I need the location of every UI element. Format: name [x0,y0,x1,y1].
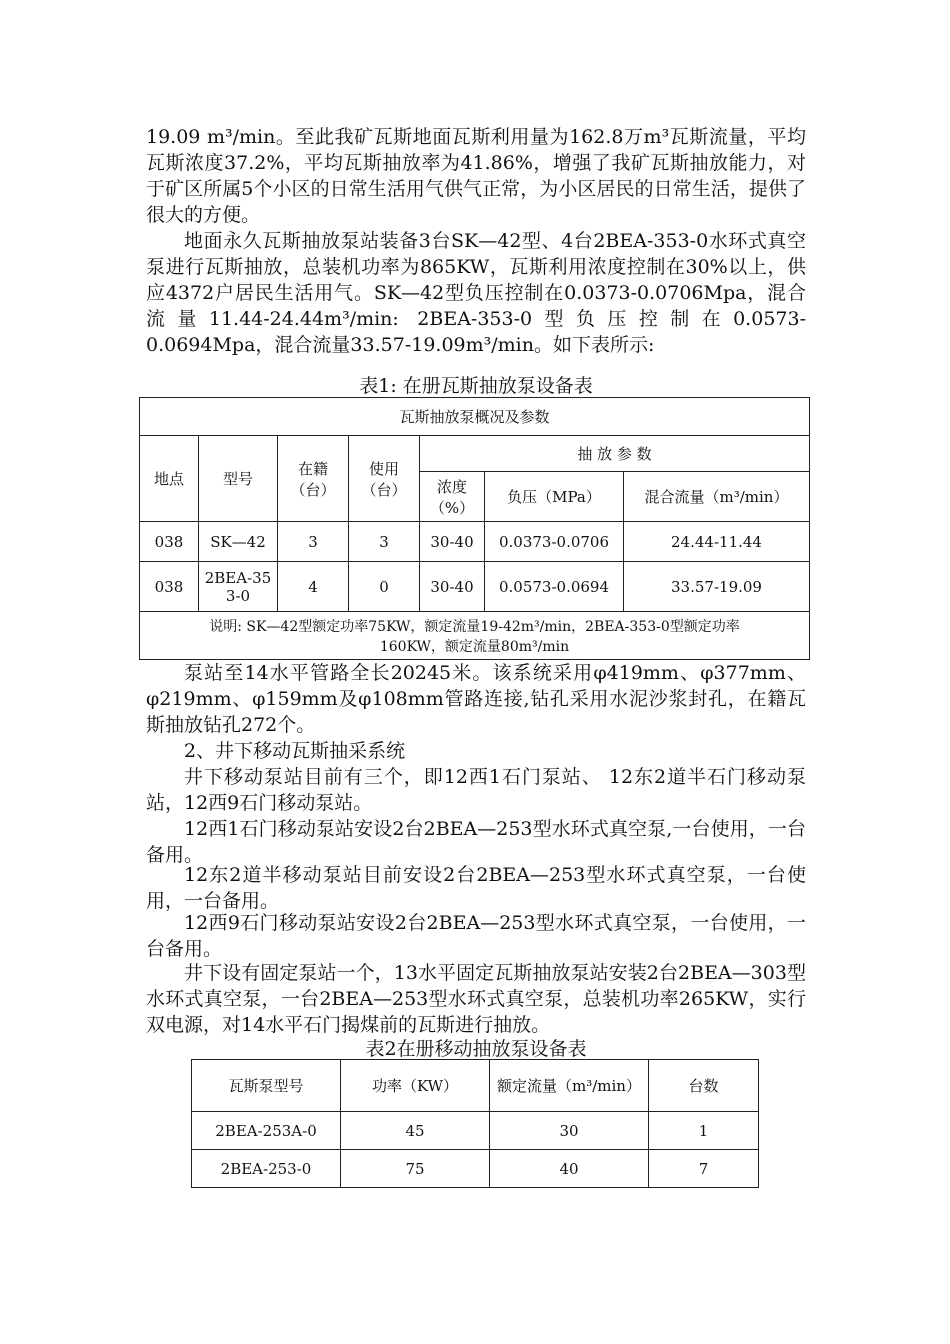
cell-registered: 4 [278,562,349,612]
cell-registered: 3 [278,522,349,562]
pump-equipment-table [139,397,810,660]
cell-flow: 33.57-19.09 [624,562,810,612]
paragraph-surface-pump-station: 地面永久瓦斯抽放泵站装备3台SK—42型、4台2BEA-353-0水环式真空泵进行瓦斯抽放，总装机功率为865KW，瓦斯利用浓度控制在30%以上，供应4372户居民生活用气。SK—42型负压控制在0.0373-0.0706Mpa，混合流量11.44-24.44m³/min: 2BEA-353-0型负压控制在0.0573-0.0694Mpa，混合流量33.57-19.09m³/min。如下表所示: [146,230,806,356]
cell-flow: 24.44-11.44 [624,522,810,562]
cell-model: 2BEA-253A-0 [192,1112,341,1150]
cell-in-use: 0 [349,562,420,612]
cell-in-use: 3 [349,522,420,562]
table1-caption: 表1: 在册瓦斯抽放泵设备表 [359,375,593,397]
cell-flow: 40 [490,1150,649,1188]
header-concentration: 浓度（%） [420,472,485,522]
header-registered: 在籍（台） [278,436,349,522]
header-power: 功率（KW） [341,1060,490,1112]
cell-concentration: 30-40 [420,562,485,612]
header-mixed-flow: 混合流量（m³/min） [624,472,810,522]
table-row [192,1112,759,1150]
header-in-use: 使用（台） [349,436,420,522]
table-row [140,522,810,562]
cell-location: 038 [140,562,199,612]
mobile-pump-table [191,1059,759,1188]
cell-model: SK—42 [199,522,278,562]
header-rated-flow: 额定流量（m³/min） [490,1060,649,1112]
header-model: 型号 [199,436,278,522]
header-extraction-params: 抽 放 参 数 [420,436,810,472]
header-pressure: 负压（MPa） [485,472,624,522]
cell-power: 45 [341,1112,490,1150]
cell-model: 2BEA-353-0 [199,562,278,612]
header-count: 台数 [649,1060,759,1112]
cell-model: 2BEA-253-0 [192,1150,341,1188]
paragraph-station-east2: 12东2道半移动泵站目前安设2台2BEA—253型水环式真空泵，一台使用，一台备用。 [146,864,806,912]
cell-concentration: 30-40 [420,522,485,562]
paragraph-pipeline: 泵站至14水平管路全长20245米。该系统采用φ419mm、φ377mm、φ219mm、φ159mm及φ108mm管路连接,钻孔采用水泥沙浆封孔，在籍瓦斯抽放钻孔272个。 [146,662,806,736]
table2-caption: 表2在册移动抽放泵设备表 [365,1038,587,1060]
paragraph-mobile-stations: 井下移动泵站目前有三个，即12西1石门泵站、 12东2道半石门移动泵站，12西9石门移动泵站。 [146,766,806,814]
table1-title: 瓦斯抽放泵概况及参数 [140,398,810,436]
cell-pressure: 0.0373-0.0706 [485,522,624,562]
section-heading-mobile-system: 2、井下移动瓦斯抽采系统 [184,740,406,762]
table-row [140,562,810,612]
header-pump-model: 瓦斯泵型号 [192,1060,341,1112]
paragraph-station-west1: 12西1石门移动泵站安设2台2BEA—253型水环式真空泵,一台使用，一台备用。 [146,818,806,866]
cell-flow: 30 [490,1112,649,1150]
paragraph-fixed-station: 井下设有固定泵站一个，13水平固定瓦斯抽放泵站安装2台2BEA—303型水环式真空泵，一台2BEA—253型水环式真空泵，总装机功率265KW，实行双电源，对14水平石门揭煤前的瓦斯进行抽放。 [146,962,806,1036]
cell-power: 75 [341,1150,490,1188]
cell-count: 1 [649,1112,759,1150]
header-location: 地点 [140,436,199,522]
paragraph-gas-utilization: 19.09 m³/min。至此我矿瓦斯地面瓦斯利用量为162.8万m³瓦斯流量，平均瓦斯浓度37.2%，平均瓦斯抽放率为41.86%，增强了我矿瓦斯抽放能力，对于矿区所属5个小区的日常生活用气供气正常，为小区居民的日常生活，提供了很大的方便。 [146,126,806,226]
paragraph-station-west9: 12西9石门移动泵站安设2台2BEA—253型水环式真空泵，一台使用，一台备用。 [146,912,806,960]
table-row [192,1150,759,1188]
cell-location: 038 [140,522,199,562]
table1-note: 说明: SK—42型额定功率75KW，额定流量19-42m³/min，2BEA-353-0型额定功率160KW，额定流量80m³/min [140,612,810,660]
cell-pressure: 0.0573-0.0694 [485,562,624,612]
cell-count: 7 [649,1150,759,1188]
